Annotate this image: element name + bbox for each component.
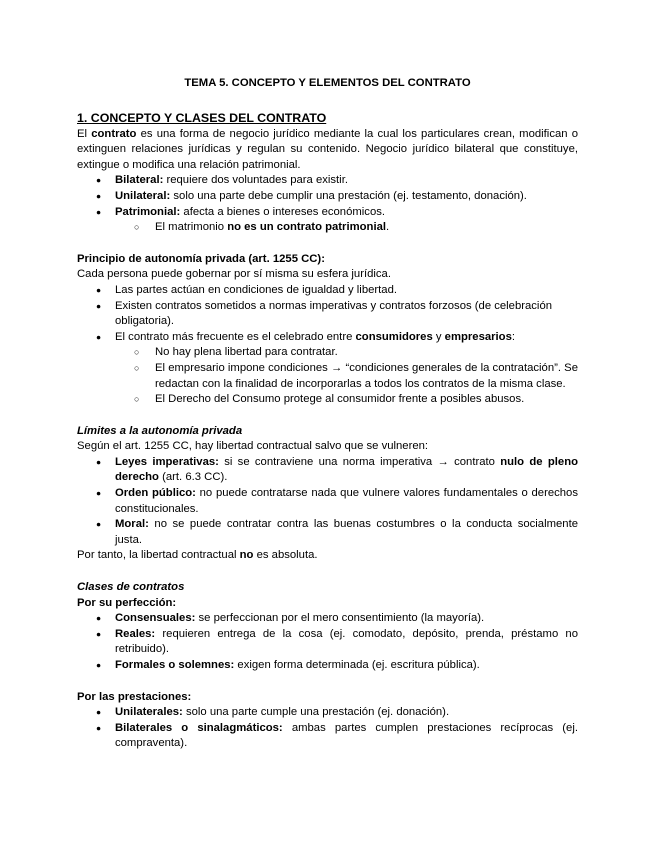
list-item: ○ El empresario impone condiciones → “condiciones generales de la contratación”. Se redactan con la finalidad de incorporarlas a todos los contratos de la misma clase. [77,361,578,392]
list-perfeccion [77,611,578,673]
document-title: TEMA 5. CONCEPTO Y ELEMENTOS DEL CONTRATO [184,77,471,89]
list-contract-types [77,173,578,235]
list-limites [77,455,578,549]
sublist [115,220,578,236]
list-item: ● Bilateral: requiere dos voluntades para existir. [77,173,578,189]
paragraph-autonomia-intro: Cada persona puede gobernar por sí misma su esfera jurídica. [77,268,391,281]
section-heading-limites: Límites a la autonomía privada [77,424,243,437]
paragraph-contrato-definition: El contrato es una forma de negocio jurídico mediante la cual los particulares crean, modifican o extinguen relaciones jurídicas y regulan su contenido. Negocio jurídico bilateral que constituye, extingue o modifica una relación patrimonial. [77,127,578,171]
section-heading-autonomia: Principio de autonomía privada (art. 1255 CC): [77,252,325,265]
subheading-perfeccion: Por su perfección: [77,596,177,609]
list-item: ● El contrato más frecuente es el celebrado entre consumidores y empresarios: ○ No hay plena libertad para contratar. ○ El empresario impone condiciones → “condiciones generales de la contratación”. Se redactan con la finalidad de incorporarlas a todos los contratos de la misma clase. ○ El Derecho del Consumo protege al consumidor frente a posibles abusos. [77,330,578,408]
list-autonomia [77,283,578,408]
paragraph-limites-outro: Por tanto, la libertad contractual no es absoluta. [77,549,318,562]
list-item: ○ No hay plena libertad para contratar. [77,345,578,361]
document-page [77,76,578,752]
list-item: ○ El Derecho del Consumo protege al consumidor frente a posibles abusos. [77,392,578,408]
list-item: ● Unilaterales: solo una parte cumple una prestación (ej. donación). [77,705,578,721]
section-heading-clases: Clases de contratos [77,581,185,594]
list-item: ● Leyes imperativas: si se contraviene una norma imperativa → contrato nulo de pleno derecho (art. 6.3 CC). [77,455,578,486]
sublist [115,345,578,407]
paragraph-limites-intro: Según el art. 1255 CC, hay libertad contractual salvo que se vulneren: [77,440,429,453]
list-item: ● Patrimonial: afecta a bienes o intereses económicos. ○ El matrimonio no es un contrato patrimonial. [77,205,578,236]
list-item: ● Reales: requieren entrega de la cosa (ej. comodato, depósito, prenda, préstamo no retribuido). [77,627,578,658]
subheading-prestaciones: Por las prestaciones: [77,690,192,703]
list-item: ● Orden público: no puede contratarse nada que vulnere valores fundamentales o derechos constitucionales. [77,486,578,517]
list-item: ● Bilaterales o sinalagmáticos: ambas partes cumplen prestaciones recíprocas (ej. compraventa). [77,721,578,752]
list-prestaciones [77,705,578,752]
list-item: ○ El matrimonio no es un contrato patrimonial. [77,220,578,236]
list-item: ● Existen contratos sometidos a normas imperativas y contratos forzosos (de celebración obligatoria). [77,299,578,330]
list-item: ● Unilateral: solo una parte debe cumplir una prestación (ej. testamento, donación). [77,189,578,205]
list-item: ● Formales o solemnes: exigen forma determinada (ej. escritura pública). [77,658,578,674]
list-item: ● Las partes actúan en condiciones de igualdad y libertad. [77,283,578,299]
section-heading-concepto: 1. CONCEPTO Y CLASES DEL CONTRATO [77,111,327,125]
list-item: ● Consensuales: se perfeccionan por el mero consentimiento (la mayoría). [77,611,578,627]
list-item: ● Moral: no se puede contratar contra las buenas costumbres o la conducta socialmente justa. [77,517,578,548]
